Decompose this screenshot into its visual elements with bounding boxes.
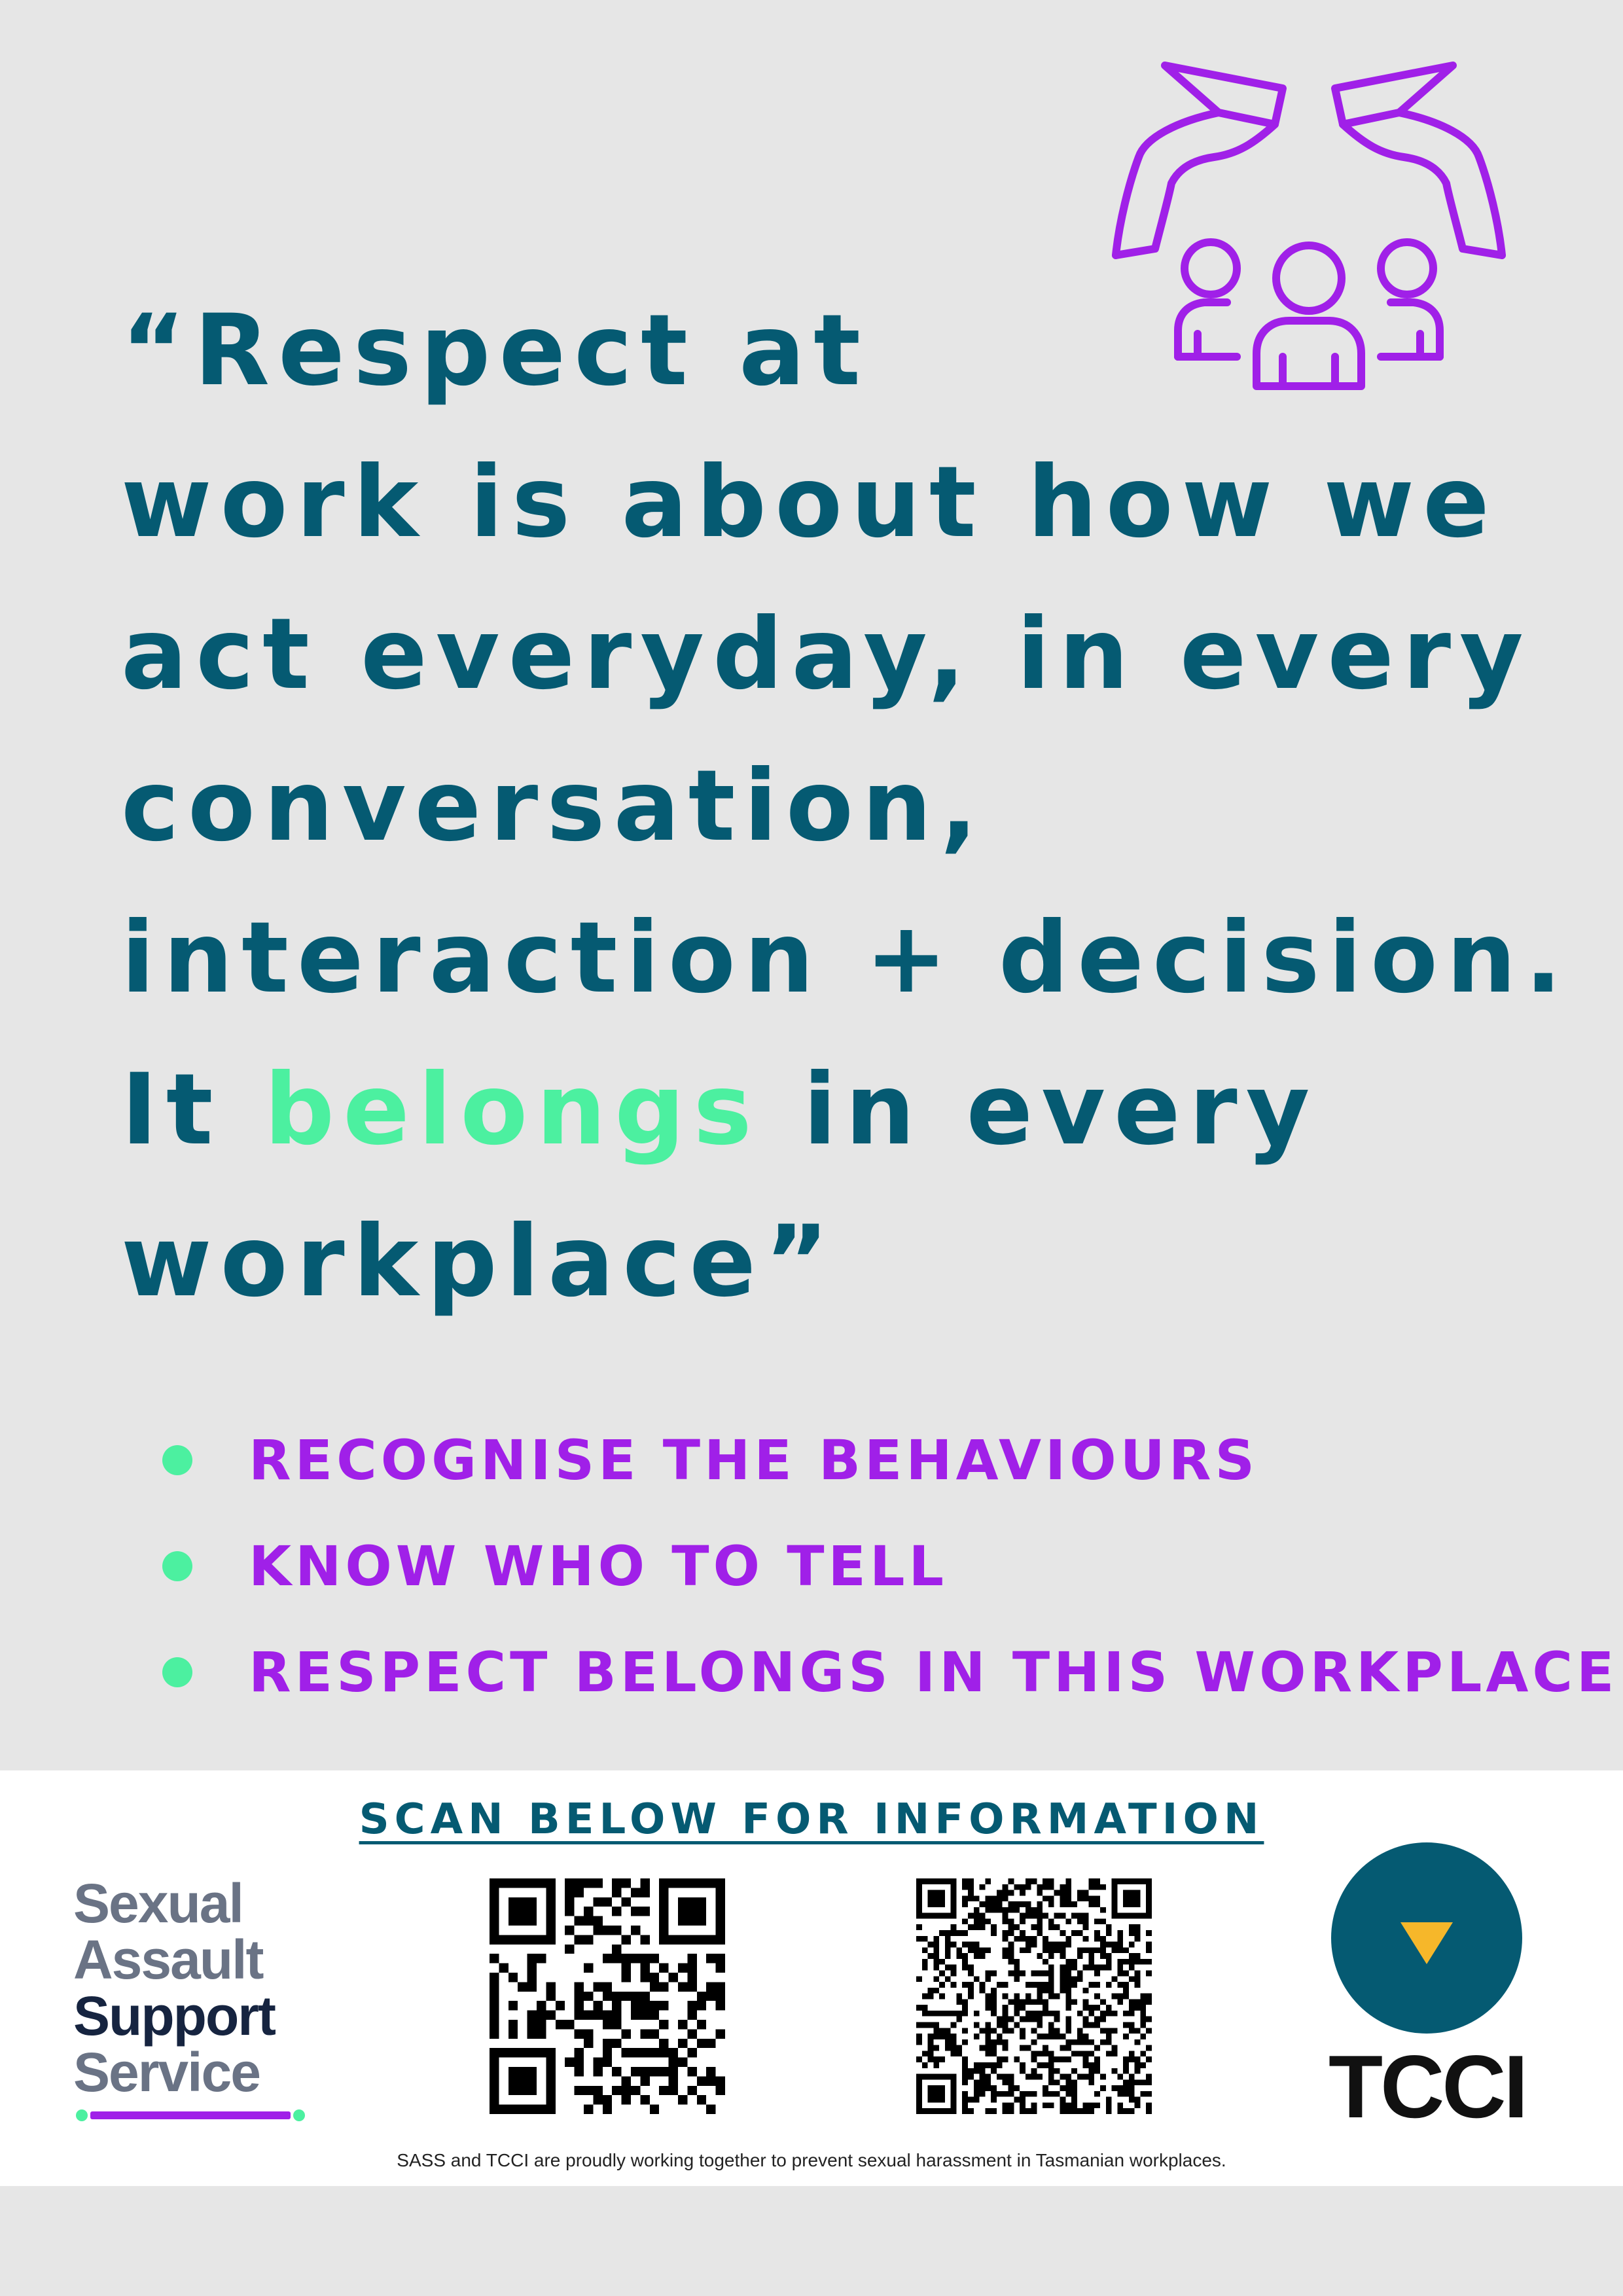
sass-logo-dot bbox=[293, 2109, 305, 2121]
bullet-text: RECOGNISE THE BEHAVIOURS bbox=[249, 1428, 1259, 1492]
sass-logo bbox=[73, 1875, 322, 2121]
sass-logo-underline bbox=[76, 2109, 305, 2121]
bullet-list bbox=[157, 1407, 1618, 1725]
sass-logo-line: Service bbox=[73, 2041, 260, 2103]
quote-line: work is about how we bbox=[121, 446, 1498, 560]
quote-highlight-word: belongs bbox=[264, 1053, 760, 1167]
sass-logo-bar bbox=[90, 2111, 291, 2119]
qr-code-icon[interactable] bbox=[916, 1878, 1152, 2114]
quote-line: interaction + decision. bbox=[121, 901, 1571, 1015]
sass-logo-line: Support bbox=[73, 1985, 275, 2047]
quote-text: in every bbox=[760, 1053, 1319, 1167]
tcci-triangle-icon bbox=[1331, 1842, 1522, 2034]
scan-title-text: SCAN BELOW FOR INFORMATION bbox=[359, 1795, 1264, 1844]
bullet-dot-icon bbox=[162, 1551, 192, 1581]
list-item bbox=[157, 1619, 1618, 1725]
tcci-wordmark: TCCI bbox=[1329, 2037, 1526, 2136]
qr-code-icon[interactable] bbox=[490, 1878, 725, 2114]
sass-logo-dot bbox=[76, 2109, 88, 2121]
list-item bbox=[157, 1407, 1618, 1513]
quote-line: act everyday, in every bbox=[121, 598, 1532, 711]
scan-title bbox=[0, 1795, 1623, 1844]
list-item bbox=[157, 1513, 1618, 1619]
sass-logo-line: Sexual bbox=[73, 1873, 243, 1934]
quote-line: conversation, bbox=[121, 749, 986, 863]
quote-line bbox=[121, 1034, 1508, 1186]
quote-line: “Respect at bbox=[121, 294, 869, 408]
bullet-text: KNOW WHO TO TELL bbox=[249, 1534, 948, 1598]
tcci-logo-circle bbox=[1331, 1842, 1522, 2034]
bullet-dot-icon bbox=[162, 1445, 192, 1475]
tcci-logo bbox=[1329, 1842, 1525, 2137]
quote-text: It bbox=[121, 1053, 264, 1167]
bullet-dot-icon bbox=[162, 1657, 192, 1687]
bullet-text: RESPECT BELONGS IN THIS WORKPLACE bbox=[249, 1640, 1618, 1704]
main-quote bbox=[121, 275, 1571, 1338]
footer-panel bbox=[0, 1770, 1623, 2186]
sass-logo-line: Assault bbox=[73, 1929, 263, 1990]
quote-line: workplace” bbox=[121, 1205, 838, 1319]
footnote: SASS and TCCI are proudly working together to prevent sexual harassment in Tasmanian workplaces. bbox=[397, 2150, 1226, 2170]
